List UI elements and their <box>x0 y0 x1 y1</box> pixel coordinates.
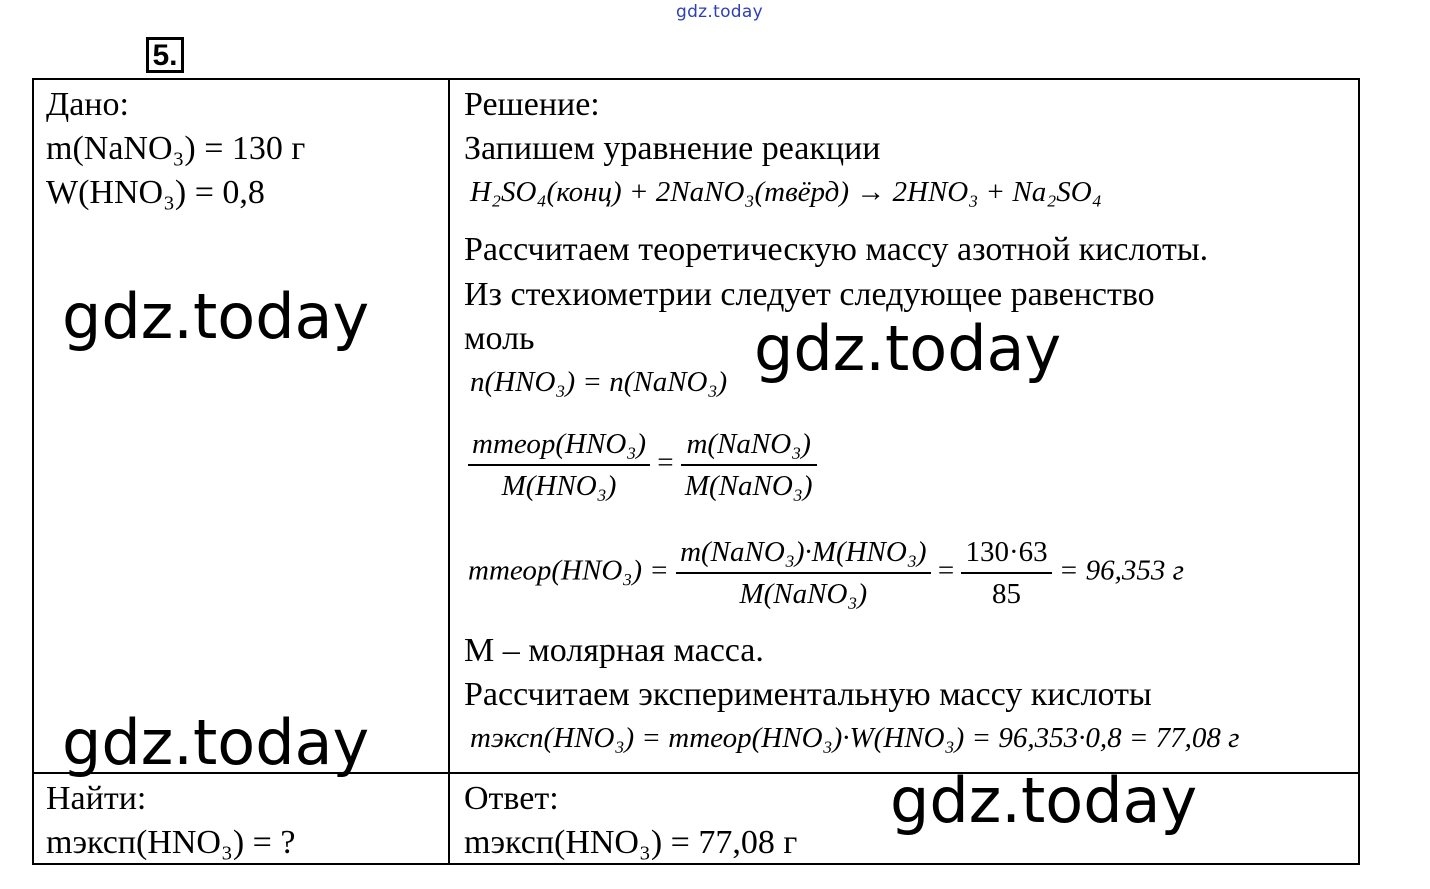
solution-heading: Решение: <box>464 86 600 123</box>
column-divider <box>448 78 450 865</box>
find-heading: Найти: <box>46 780 147 817</box>
moles-equality: n(HNO₃) = n(NaNO₃) <box>470 366 728 398</box>
given-line-2: W(HNO₃) = 0,8 <box>46 174 265 211</box>
ratio-right-fraction <box>681 424 817 506</box>
equals-sign-2: = <box>937 554 955 587</box>
find-line-1: mэксп(HNO₃) = ? <box>46 824 296 861</box>
theoretical-result: = 96,353 г <box>1058 554 1184 587</box>
answer-heading: Ответ: <box>464 780 559 817</box>
ratio-right-denominator: M(NaNO₃) <box>684 470 813 502</box>
reaction-equation: H₂SO₄(конц) + 2NaNO₃(твёрд) → 2HNO₃ + Na₂SO₄ <box>470 176 1102 208</box>
ratio-right-numerator: m(NaNO₃) <box>681 424 817 466</box>
theoretical-numerator-1: m(NaNO₃)·M(HNO₃) <box>676 532 931 574</box>
ratio-left-numerator: mтеор(HNO₃) <box>468 424 650 466</box>
theoretical-denominator-2: 85 <box>992 578 1022 610</box>
theoretical-numerator-2: 130·63 <box>961 532 1051 574</box>
experimental-mass-formula: mэксп(HNO₃) = mтеор(HNO₃)·W(HNO₃) = 96,353·0,8 = 77,08 г <box>470 722 1240 754</box>
molar-mass-note: M – молярная масса. <box>464 632 764 669</box>
theoretical-denominator-1: M(NaNO₃) <box>739 578 868 610</box>
ratio-left-fraction <box>468 424 650 506</box>
given-heading: Дано: <box>46 86 129 123</box>
theoretical-fraction-2 <box>961 532 1051 614</box>
solution-step-1: Запишем уравнение реакции <box>464 130 881 167</box>
problem-number: 5. <box>146 37 184 73</box>
equals-sign: = <box>657 446 674 479</box>
theoretical-mass-formula <box>468 532 1184 614</box>
solution-step-3a: Из стехиометрии следует следующее равенство <box>464 276 1155 313</box>
solution-step-4: Рассчитаем экспериментальную массу кислоты <box>464 676 1152 713</box>
answer-line-1: mэксп(HNO₃) = 77,08 г <box>464 824 798 861</box>
watermark-1: gdz.today <box>62 280 370 353</box>
watermark-4: gdz.today <box>890 764 1198 837</box>
theoretical-fraction-1 <box>676 532 931 614</box>
solution-step-2: Рассчитаем теоретическую массу азотной кислоты. <box>464 231 1209 268</box>
watermark-3: gdz.today <box>62 706 370 779</box>
ratio-left-denominator: M(HNO₃) <box>501 470 617 502</box>
top-watermark: gdz.today <box>676 2 763 22</box>
watermark-2: gdz.today <box>754 312 1062 385</box>
theoretical-lhs: mтеор(HNO₃) = <box>468 554 669 587</box>
solution-step-3b: моль <box>464 320 535 357</box>
ratio-formula <box>468 424 817 506</box>
given-line-1: m(NaNO₃) = 130 г <box>46 130 306 167</box>
